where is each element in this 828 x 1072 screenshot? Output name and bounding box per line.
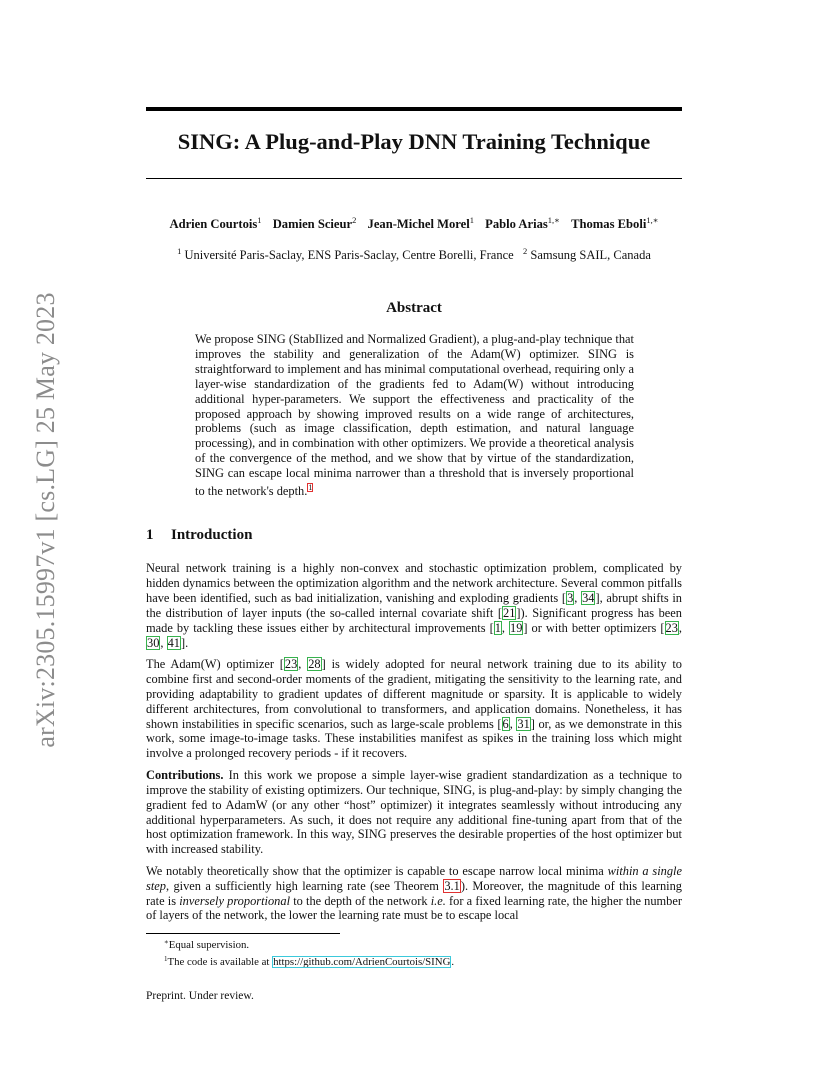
- theorem-link[interactable]: 3.1: [444, 878, 460, 893]
- arxiv-stamp-text: arXiv:2305.15997v1 [cs.LG] 25 May 2023: [31, 292, 60, 748]
- section-number: 1: [146, 527, 154, 543]
- author-list: [120, 215, 708, 232]
- paper-title: SING: A Plug-and-Play DNN Training Technique: [177, 129, 651, 154]
- citation-link[interactable]: 23: [665, 620, 678, 635]
- preprint-note: Preprint. Under review.: [146, 990, 254, 1002]
- abstract-text: We propose SING (StabIlized and Normalized Gradient), a plug-and-play technique that improves the stability and generalization of the Adam(W) optimizer. SING is straightforward to implement and has minimal computational overhead, requiring only a layer-wise standardization of the gradients fed to Adam(W) without introducing additional hyper-parameters. We support the effectiveness and practicality of the proposed approach by showing improved results on a wide range of architectures, problems (such as image classification, depth estimation, and natural language processing), and in combination with other optimizers. We provide a theoretical analysis of the convergence of the method, and we show that by virtue of the standardization, SING can escape local minima narrower than a threshold that is inversely proportional to the network's depth.$^1$: [195, 332, 634, 499]
- citation-link[interactable]: 23: [284, 656, 298, 671]
- citation-link[interactable]: 19: [510, 620, 523, 635]
- code-url-link[interactable]: https://github.com/AdrienCourtois/SING: [273, 955, 451, 968]
- author: Jean-Michel Morel$^1$: [367, 215, 474, 231]
- affiliations: $^1$ Université Paris-Saclay, ENS Paris-Saclay, Centre Borelli, France $^2$ Samsung SAIL, Canada: [177, 246, 651, 262]
- citation-link[interactable]: 6: [502, 716, 509, 731]
- author: Pablo Arias$^{1,∗}$: [485, 215, 560, 231]
- citation-link[interactable]: 34: [582, 590, 595, 605]
- citation-link[interactable]: 30: [147, 635, 160, 650]
- footnotes: [146, 936, 682, 969]
- paragraph: The Adam(W) optimizer [23, 28] is widely adopted for neural network training due to its ability to combine first and second-order moments of the gradient, mitigating the sensitivity to the learning rate, and providing adaptability to gradient updates of different magnitude or sparsity. It is applicable to widely different architectures, from convolutional to transformers, and application domains. Nonetheless, it has shown instabilities in specific scenarios, such as large-scale problems [6, 31] or, as we demonstrate in this work, some image-to-image tasks. These instabilities manifest as spikes in the training loss which might involve a prolonged recovery periods - if it recovers.: [146, 656, 683, 761]
- citation-link[interactable]: 31: [517, 716, 530, 731]
- citation-link[interactable]: 3: [567, 590, 574, 605]
- affiliation: Samsung SAIL, Canada: [530, 248, 651, 262]
- footnote: ∗Equal supervision.: [164, 938, 250, 951]
- footnote-rule: [146, 933, 340, 934]
- section-heading: [146, 527, 252, 544]
- title-rule-top: [146, 107, 682, 111]
- footnote: $^1$The code is available at https://github.com/AdrienCourtois/SING.: [164, 954, 455, 968]
- footnote-link[interactable]: 1: [308, 483, 313, 493]
- citation-link[interactable]: 1: [494, 620, 501, 635]
- arxiv-stamp: [26, 280, 66, 760]
- body-text: [146, 561, 682, 930]
- author: Thomas Eboli$^{1,∗}$: [571, 215, 659, 231]
- paragraph: We notably theoretically show that the optimizer is capable to escape narrow local minima within a single step, given a sufficiently high learning rate (see Theorem 3.1). Moreover, the magnitude of this learning rate is inversely proportional to the depth of the network i.e. for a fixed learning rate, the higher the number of layers of the network, the lower the learning rate must be to escape local: [146, 863, 682, 923]
- affiliation: Université Paris-Saclay, ENS Paris-Saclay, Centre Borelli, France: [184, 248, 514, 262]
- title-rule-bottom: [146, 178, 682, 179]
- citation-link[interactable]: 41: [167, 635, 180, 650]
- citation-link[interactable]: 21: [503, 605, 516, 620]
- section-title: Introduction: [171, 527, 253, 543]
- abstract-heading: Abstract: [386, 300, 442, 316]
- paragraph-lead: Contributions.: [146, 767, 224, 782]
- paragraph: Contributions. In this work we propose a simple layer-wise gradient standardization as a technique to improve the stability of existing optimizers. Our technique, SING, is plug-and-play: by simply changing the gradient fed to AdamW (or any other “host” optimizer) it integrates seamlessly without introducing any additional hyperparameters. As such, it does not require any additional fine-tuning apart from that of the host optimization framework. In this way, SING preserves the desirable properties of the host optimizer but with increased stability.: [146, 767, 682, 857]
- author: Damien Scieur$^2$: [272, 215, 357, 231]
- paragraph: Neural network training is a highly non-convex and stochastic optimization problem, complicated by hidden dynamics between the optimization algorithm and the network architecture. Several common pitfalls have been identified, such as bad initialization, vanishing and exploding gradients [3, 34], abrupt shifts in the distribution of layer inputs (the so-called internal covariate shift [21]). Significant progress has been made by tackling these issues either by architectural improvements [1, 19] or with better optimizers [23, 30, 41].: [146, 561, 683, 650]
- citation-link[interactable]: 28: [308, 656, 321, 671]
- author: Adrien Courtois$^1$: [169, 215, 262, 231]
